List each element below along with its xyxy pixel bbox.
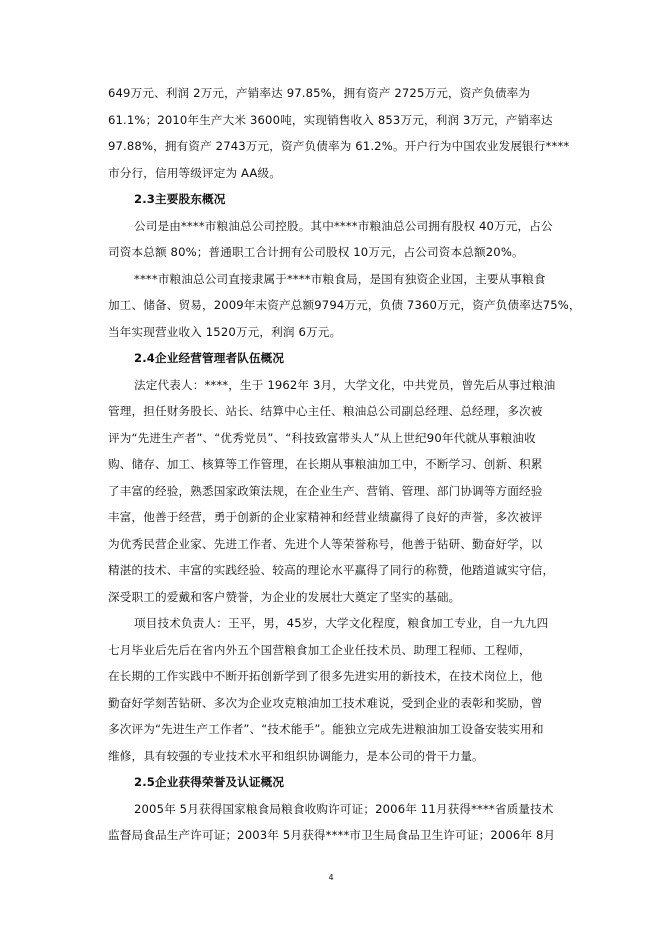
text-line: 在长期的工作实践中不断开拓创新学到了很多先进实用的新技术，在技术岗位上，他 [108,669,543,683]
text-line: 管理，担任财务股长、站长、结算中心主任、粮油总公司副总经理、总经理，多次被 [108,404,543,418]
document-body [108,86,581,855]
text-line: 评为“先进生产者”、“优秀党员”、“科技致富带头人”从上世纪90年代就从事粮油收 [108,430,536,445]
text-line: 多次评为“先进生产工作者”、“技术能手”。能独立完成先进粮油加工设备安装实用和 [108,722,544,736]
text-line: 2005年 5月获得国家粮食局粮食收购许可证；2006年 11月获得****省质量技术 [134,801,554,816]
text-line: 市分行，信用等级评定为 AA级。 [108,165,281,180]
text-line: 勤奋好学刻苦钻研、多次为企业攻克粮油加工技术难说，受到企业的表彰和奖励，曾 [108,695,543,710]
text-line: 精湛的技术、丰富的实践经验、较高的理论水平赢得了同行的称赞，他踏道诚实守信， [108,563,555,577]
text-line: 当年实现营业收入 1520万元，利润 6万元。 [108,324,342,339]
text-line: 为优秀民营企业家、先进工作者、先进个人等荣誉称号，他善于钻研、勤奋好学，以 [108,536,543,551]
text-line: 购、储存、加工、核算等工作管理，在长期从事粮油加工中，不断学习、创新、积累 [108,457,543,471]
section-heading: 2.3主要股东概况 [134,192,226,206]
section-heading: 2.4企业经营管理者队伍概况 [134,351,285,365]
text-line: 丰富，他善于经营，勇于创新的企业家精神和经营业绩赢得了良好的声誉，多次被评 [108,510,543,524]
text-line: ****市粮油总公司直接隶属于****市粮食局，是国有独资企业国，主要从事粮食 [134,271,546,286]
text-line: 七月毕业后先后在省内外五个国营粮食加工企业任技术员、助理工程师、工程师， [108,642,531,657]
text-line: 公司是由****市粮油总公司控股。其中****市粮油总公司拥有股权 40万元，占公 [134,218,553,233]
text-line: 649万元、利润 2万元，产销率达 97.85%，拥有资产 2725万元，资产负债率为 [108,86,531,100]
text-line: 司资本总额 80%；普通职工合计拥有公司股权 10万元，占公司资本总额20%。 [108,245,524,259]
text-line: 维修，具有较强的专业技术水平和组织协调能力，是本公司的骨干力量。 [108,748,484,763]
text-line: 97.88%，拥有资产 2743万元，资产负债率为 61.2%。开户行为中国农业发展银行**** [108,139,570,153]
text-line: 深受职工的爱戴和客户赞誉，为企业的发展壮大奠定了坚实的基础。 [108,589,461,604]
text-line: 了丰富的经验，熟悉国家政策法规，在企业生产、营销、管理、部门协调等方面经验 [108,483,543,498]
text-line: 法定代表人：****，生于 1962年 3月，大学文化，中共党员，曾先后从事过粮油 [134,377,556,392]
text-line: 61.1%；2010年生产大米 3600吨，实现销售收入 853万元，利润 3万元，产销率达 [108,112,553,127]
text-line: 监督局食品生产许可证；2003年 5月获得****市卫生局食品卫生许可证；2006年 8月 [108,828,556,842]
text-line: 项目技术负责人：王平，男，45岁，大学文化程度，粮食加工专业，自一九九四 [134,616,549,630]
page-number: 4 [328,873,334,882]
section-heading: 2.5企业获得荣誉及认证概况 [134,775,285,789]
text-line: 加工、储备、贸易，2009年末资产总额9794万元，负债 7360万元，资产负债率达75%， [108,298,581,312]
